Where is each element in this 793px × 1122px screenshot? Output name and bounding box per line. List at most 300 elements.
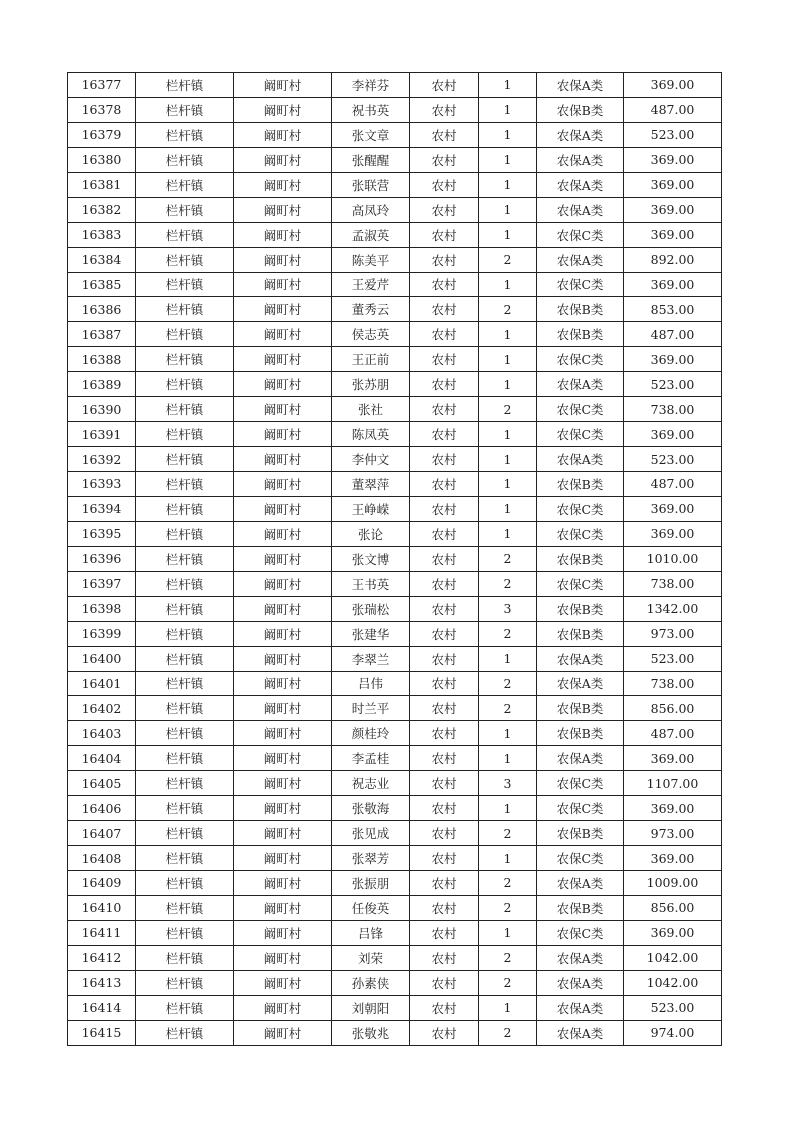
town-cell: 栏杆镇 (136, 372, 234, 397)
amount-cell: 1009.00 (624, 871, 722, 896)
household-type-cell: 农村 (410, 372, 479, 397)
village-cell: 阚町村 (234, 671, 332, 696)
village-cell: 阚町村 (234, 995, 332, 1020)
person-count-cell: 2 (479, 671, 537, 696)
amount-cell: 738.00 (624, 671, 722, 696)
name-cell: 李孟桂 (332, 746, 410, 771)
village-cell: 阚町村 (234, 846, 332, 871)
name-cell: 吕伟 (332, 671, 410, 696)
name-cell: 祝志业 (332, 771, 410, 796)
amount-cell: 369.00 (624, 846, 722, 871)
village-cell: 阚町村 (234, 447, 332, 472)
town-cell: 栏杆镇 (136, 122, 234, 147)
village-cell: 阚町村 (234, 945, 332, 970)
amount-cell: 1042.00 (624, 945, 722, 970)
table-row (68, 521, 722, 546)
household-type-cell: 农村 (410, 995, 479, 1020)
insurance-category-cell: 农保A类 (537, 646, 624, 671)
person-count-cell: 1 (479, 322, 537, 347)
town-cell: 栏杆镇 (136, 172, 234, 197)
allowance-table (67, 72, 722, 1046)
village-cell: 阚町村 (234, 970, 332, 995)
person-count-cell: 2 (479, 297, 537, 322)
insurance-category-cell: 农保C类 (537, 422, 624, 447)
serial-number-cell: 16390 (68, 397, 136, 422)
table-row (68, 122, 722, 147)
person-count-cell: 1 (479, 197, 537, 222)
amount-cell: 523.00 (624, 646, 722, 671)
name-cell: 任俊英 (332, 895, 410, 920)
insurance-category-cell: 农保C类 (537, 222, 624, 247)
person-count-cell: 2 (479, 571, 537, 596)
village-cell: 阚町村 (234, 372, 332, 397)
household-type-cell: 农村 (410, 422, 479, 447)
household-type-cell: 农村 (410, 945, 479, 970)
person-count-cell: 1 (479, 521, 537, 546)
town-cell: 栏杆镇 (136, 97, 234, 122)
table-row (68, 796, 722, 821)
household-type-cell: 农村 (410, 646, 479, 671)
insurance-category-cell: 农保C类 (537, 571, 624, 596)
village-cell: 阚町村 (234, 496, 332, 521)
person-count-cell: 1 (479, 920, 537, 945)
household-type-cell: 农村 (410, 397, 479, 422)
serial-number-cell: 16388 (68, 347, 136, 372)
serial-number-cell: 16406 (68, 796, 136, 821)
village-cell: 阚町村 (234, 322, 332, 347)
amount-cell: 973.00 (624, 821, 722, 846)
village-cell: 阚町村 (234, 721, 332, 746)
person-count-cell: 1 (479, 496, 537, 521)
table-row (68, 596, 722, 621)
name-cell: 侯志英 (332, 322, 410, 347)
name-cell: 刘荣 (332, 945, 410, 970)
town-cell: 栏杆镇 (136, 521, 234, 546)
person-count-cell: 2 (479, 397, 537, 422)
name-cell: 吕锋 (332, 920, 410, 945)
amount-cell: 369.00 (624, 197, 722, 222)
name-cell: 刘朝阳 (332, 995, 410, 1020)
insurance-category-cell: 农保C类 (537, 347, 624, 372)
name-cell: 李祥芬 (332, 73, 410, 98)
insurance-category-cell: 农保B类 (537, 546, 624, 571)
town-cell: 栏杆镇 (136, 322, 234, 347)
table-body (68, 73, 722, 1046)
insurance-category-cell: 农保B类 (537, 322, 624, 347)
person-count-cell: 1 (479, 721, 537, 746)
village-cell: 阚町村 (234, 546, 332, 571)
person-count-cell: 2 (479, 247, 537, 272)
insurance-category-cell: 农保A类 (537, 871, 624, 896)
insurance-category-cell: 农保A类 (537, 147, 624, 172)
town-cell: 栏杆镇 (136, 696, 234, 721)
serial-number-cell: 16392 (68, 447, 136, 472)
person-count-cell: 2 (479, 621, 537, 646)
household-type-cell: 农村 (410, 97, 479, 122)
village-cell: 阚町村 (234, 796, 332, 821)
serial-number-cell: 16408 (68, 846, 136, 871)
insurance-category-cell: 农保C类 (537, 272, 624, 297)
table-row (68, 172, 722, 197)
household-type-cell: 农村 (410, 222, 479, 247)
table-row (68, 846, 722, 871)
person-count-cell: 1 (479, 422, 537, 447)
person-count-cell: 2 (479, 821, 537, 846)
serial-number-cell: 16383 (68, 222, 136, 247)
household-type-cell: 农村 (410, 272, 479, 297)
serial-number-cell: 16396 (68, 546, 136, 571)
town-cell: 栏杆镇 (136, 147, 234, 172)
serial-number-cell: 16378 (68, 97, 136, 122)
person-count-cell: 1 (479, 222, 537, 247)
amount-cell: 973.00 (624, 621, 722, 646)
household-type-cell: 农村 (410, 122, 479, 147)
table-row (68, 272, 722, 297)
village-cell: 阚町村 (234, 272, 332, 297)
amount-cell: 369.00 (624, 147, 722, 172)
person-count-cell: 1 (479, 347, 537, 372)
name-cell: 时兰平 (332, 696, 410, 721)
household-type-cell: 农村 (410, 895, 479, 920)
table-row (68, 945, 722, 970)
amount-cell: 1107.00 (624, 771, 722, 796)
person-count-cell: 1 (479, 147, 537, 172)
insurance-category-cell: 农保A类 (537, 970, 624, 995)
table-row (68, 546, 722, 571)
serial-number-cell: 16409 (68, 871, 136, 896)
person-count-cell: 2 (479, 895, 537, 920)
town-cell: 栏杆镇 (136, 197, 234, 222)
household-type-cell: 农村 (410, 871, 479, 896)
name-cell: 张建华 (332, 621, 410, 646)
village-cell: 阚町村 (234, 197, 332, 222)
insurance-category-cell: 农保B类 (537, 721, 624, 746)
village-cell: 阚町村 (234, 422, 332, 447)
person-count-cell: 2 (479, 696, 537, 721)
village-cell: 阚町村 (234, 571, 332, 596)
name-cell: 高凤玲 (332, 197, 410, 222)
serial-number-cell: 16391 (68, 422, 136, 447)
table-row (68, 821, 722, 846)
insurance-category-cell: 农保C类 (537, 796, 624, 821)
name-cell: 张敬兆 (332, 1020, 410, 1045)
table-row (68, 871, 722, 896)
person-count-cell: 1 (479, 646, 537, 671)
town-cell: 栏杆镇 (136, 846, 234, 871)
household-type-cell: 农村 (410, 546, 479, 571)
serial-number-cell: 16395 (68, 521, 136, 546)
town-cell: 栏杆镇 (136, 422, 234, 447)
household-type-cell: 农村 (410, 521, 479, 546)
town-cell: 栏杆镇 (136, 646, 234, 671)
serial-number-cell: 16410 (68, 895, 136, 920)
household-type-cell: 农村 (410, 796, 479, 821)
household-type-cell: 农村 (410, 696, 479, 721)
serial-number-cell: 16382 (68, 197, 136, 222)
serial-number-cell: 16397 (68, 571, 136, 596)
amount-cell: 369.00 (624, 272, 722, 297)
table-row (68, 197, 722, 222)
town-cell: 栏杆镇 (136, 621, 234, 646)
insurance-category-cell: 农保A类 (537, 945, 624, 970)
amount-cell: 1010.00 (624, 546, 722, 571)
insurance-category-cell: 农保C类 (537, 771, 624, 796)
village-cell: 阚町村 (234, 821, 332, 846)
serial-number-cell: 16411 (68, 920, 136, 945)
serial-number-cell: 16381 (68, 172, 136, 197)
name-cell: 王爱芹 (332, 272, 410, 297)
name-cell: 李仲文 (332, 447, 410, 472)
table-row (68, 147, 722, 172)
insurance-category-cell: 农保A类 (537, 247, 624, 272)
name-cell: 董秀云 (332, 297, 410, 322)
town-cell: 栏杆镇 (136, 796, 234, 821)
table-row (68, 322, 722, 347)
household-type-cell: 农村 (410, 721, 479, 746)
person-count-cell: 1 (479, 447, 537, 472)
amount-cell: 487.00 (624, 472, 722, 497)
amount-cell: 369.00 (624, 222, 722, 247)
insurance-category-cell: 农保B类 (537, 895, 624, 920)
person-count-cell: 1 (479, 122, 537, 147)
table-row (68, 671, 722, 696)
insurance-category-cell: 农保B类 (537, 472, 624, 497)
serial-number-cell: 16400 (68, 646, 136, 671)
insurance-category-cell: 农保A类 (537, 372, 624, 397)
town-cell: 栏杆镇 (136, 821, 234, 846)
insurance-category-cell: 农保A类 (537, 995, 624, 1020)
person-count-cell: 3 (479, 771, 537, 796)
village-cell: 阚町村 (234, 472, 332, 497)
village-cell: 阚町村 (234, 397, 332, 422)
amount-cell: 856.00 (624, 696, 722, 721)
serial-number-cell: 16394 (68, 496, 136, 521)
amount-cell: 487.00 (624, 721, 722, 746)
town-cell: 栏杆镇 (136, 771, 234, 796)
town-cell: 栏杆镇 (136, 995, 234, 1020)
serial-number-cell: 16385 (68, 272, 136, 297)
insurance-category-cell: 农保B类 (537, 297, 624, 322)
village-cell: 阚町村 (234, 646, 332, 671)
serial-number-cell: 16389 (68, 372, 136, 397)
household-type-cell: 农村 (410, 472, 479, 497)
serial-number-cell: 16380 (68, 147, 136, 172)
insurance-category-cell: 农保C类 (537, 521, 624, 546)
village-cell: 阚町村 (234, 222, 332, 247)
serial-number-cell: 16413 (68, 970, 136, 995)
village-cell: 阚町村 (234, 73, 332, 98)
village-cell: 阚町村 (234, 621, 332, 646)
name-cell: 张见成 (332, 821, 410, 846)
amount-cell: 487.00 (624, 322, 722, 347)
insurance-category-cell: 农保A类 (537, 746, 624, 771)
insurance-category-cell: 农保A类 (537, 122, 624, 147)
town-cell: 栏杆镇 (136, 496, 234, 521)
town-cell: 栏杆镇 (136, 546, 234, 571)
amount-cell: 523.00 (624, 447, 722, 472)
insurance-category-cell: 农保C类 (537, 920, 624, 945)
serial-number-cell: 16384 (68, 247, 136, 272)
person-count-cell: 1 (479, 73, 537, 98)
household-type-cell: 农村 (410, 347, 479, 372)
town-cell: 栏杆镇 (136, 746, 234, 771)
amount-cell: 523.00 (624, 372, 722, 397)
name-cell: 张敬海 (332, 796, 410, 821)
amount-cell: 856.00 (624, 895, 722, 920)
village-cell: 阚町村 (234, 746, 332, 771)
village-cell: 阚町村 (234, 1020, 332, 1045)
village-cell: 阚町村 (234, 172, 332, 197)
insurance-category-cell: 农保A类 (537, 73, 624, 98)
insurance-category-cell: 农保C类 (537, 397, 624, 422)
person-count-cell: 1 (479, 472, 537, 497)
person-count-cell: 2 (479, 871, 537, 896)
household-type-cell: 农村 (410, 970, 479, 995)
amount-cell: 974.00 (624, 1020, 722, 1045)
insurance-category-cell: 农保A类 (537, 197, 624, 222)
household-type-cell: 农村 (410, 920, 479, 945)
name-cell: 董翠萍 (332, 472, 410, 497)
amount-cell: 369.00 (624, 347, 722, 372)
name-cell: 陈凤英 (332, 422, 410, 447)
town-cell: 栏杆镇 (136, 1020, 234, 1045)
household-type-cell: 农村 (410, 746, 479, 771)
name-cell: 张文章 (332, 122, 410, 147)
amount-cell: 369.00 (624, 73, 722, 98)
table-row (68, 297, 722, 322)
insurance-category-cell: 农保A类 (537, 172, 624, 197)
household-type-cell: 农村 (410, 197, 479, 222)
amount-cell: 523.00 (624, 995, 722, 1020)
town-cell: 栏杆镇 (136, 447, 234, 472)
household-type-cell: 农村 (410, 172, 479, 197)
name-cell: 张瑞松 (332, 596, 410, 621)
name-cell: 张苏朋 (332, 372, 410, 397)
town-cell: 栏杆镇 (136, 73, 234, 98)
household-type-cell: 农村 (410, 846, 479, 871)
table-row (68, 347, 722, 372)
household-type-cell: 农村 (410, 596, 479, 621)
household-type-cell: 农村 (410, 322, 479, 347)
name-cell: 王书英 (332, 571, 410, 596)
name-cell: 祝书英 (332, 97, 410, 122)
table-row (68, 995, 722, 1020)
name-cell: 颜桂玲 (332, 721, 410, 746)
town-cell: 栏杆镇 (136, 571, 234, 596)
town-cell: 栏杆镇 (136, 397, 234, 422)
town-cell: 栏杆镇 (136, 671, 234, 696)
town-cell: 栏杆镇 (136, 970, 234, 995)
person-count-cell: 1 (479, 272, 537, 297)
serial-number-cell: 16398 (68, 596, 136, 621)
name-cell: 张醒醒 (332, 147, 410, 172)
insurance-category-cell: 农保B类 (537, 97, 624, 122)
town-cell: 栏杆镇 (136, 297, 234, 322)
table-row (68, 571, 722, 596)
table-row (68, 447, 722, 472)
amount-cell: 1342.00 (624, 596, 722, 621)
table-row (68, 73, 722, 98)
person-count-cell: 2 (479, 945, 537, 970)
amount-cell: 1042.00 (624, 970, 722, 995)
person-count-cell: 1 (479, 796, 537, 821)
village-cell: 阚町村 (234, 871, 332, 896)
insurance-category-cell: 农保B类 (537, 596, 624, 621)
serial-number-cell: 16387 (68, 322, 136, 347)
insurance-category-cell: 农保B类 (537, 621, 624, 646)
table-row (68, 696, 722, 721)
insurance-category-cell: 农保A类 (537, 671, 624, 696)
serial-number-cell: 16412 (68, 945, 136, 970)
amount-cell: 892.00 (624, 247, 722, 272)
name-cell: 王峥嵘 (332, 496, 410, 521)
table-row (68, 247, 722, 272)
table-row (68, 422, 722, 447)
person-count-cell: 2 (479, 1020, 537, 1045)
amount-cell: 369.00 (624, 422, 722, 447)
amount-cell: 369.00 (624, 496, 722, 521)
name-cell: 孟淑英 (332, 222, 410, 247)
table-row (68, 970, 722, 995)
serial-number-cell: 16402 (68, 696, 136, 721)
amount-cell: 369.00 (624, 746, 722, 771)
insurance-category-cell: 农保B类 (537, 821, 624, 846)
person-count-cell: 1 (479, 97, 537, 122)
town-cell: 栏杆镇 (136, 895, 234, 920)
serial-number-cell: 16403 (68, 721, 136, 746)
household-type-cell: 农村 (410, 247, 479, 272)
table-row (68, 97, 722, 122)
name-cell: 张文博 (332, 546, 410, 571)
amount-cell: 738.00 (624, 571, 722, 596)
name-cell: 张论 (332, 521, 410, 546)
name-cell: 陈美平 (332, 247, 410, 272)
village-cell: 阚町村 (234, 596, 332, 621)
household-type-cell: 农村 (410, 821, 479, 846)
insurance-category-cell: 农保C类 (537, 846, 624, 871)
amount-cell: 369.00 (624, 796, 722, 821)
person-count-cell: 2 (479, 546, 537, 571)
person-count-cell: 3 (479, 596, 537, 621)
village-cell: 阚町村 (234, 521, 332, 546)
town-cell: 栏杆镇 (136, 721, 234, 746)
person-count-cell: 1 (479, 372, 537, 397)
town-cell: 栏杆镇 (136, 596, 234, 621)
village-cell: 阚町村 (234, 122, 332, 147)
amount-cell: 523.00 (624, 122, 722, 147)
table-row (68, 895, 722, 920)
insurance-category-cell: 农保A类 (537, 447, 624, 472)
name-cell: 张振朋 (332, 871, 410, 896)
town-cell: 栏杆镇 (136, 472, 234, 497)
serial-number-cell: 16401 (68, 671, 136, 696)
household-type-cell: 农村 (410, 671, 479, 696)
village-cell: 阚町村 (234, 247, 332, 272)
insurance-category-cell: 农保A类 (537, 1020, 624, 1045)
village-cell: 阚町村 (234, 696, 332, 721)
household-type-cell: 农村 (410, 147, 479, 172)
table-row (68, 920, 722, 945)
table-row (68, 222, 722, 247)
serial-number-cell: 16386 (68, 297, 136, 322)
insurance-category-cell: 农保B类 (537, 696, 624, 721)
serial-number-cell: 16414 (68, 995, 136, 1020)
amount-cell: 369.00 (624, 521, 722, 546)
table-row (68, 646, 722, 671)
table-row (68, 746, 722, 771)
village-cell: 阚町村 (234, 895, 332, 920)
insurance-category-cell: 农保C类 (537, 496, 624, 521)
